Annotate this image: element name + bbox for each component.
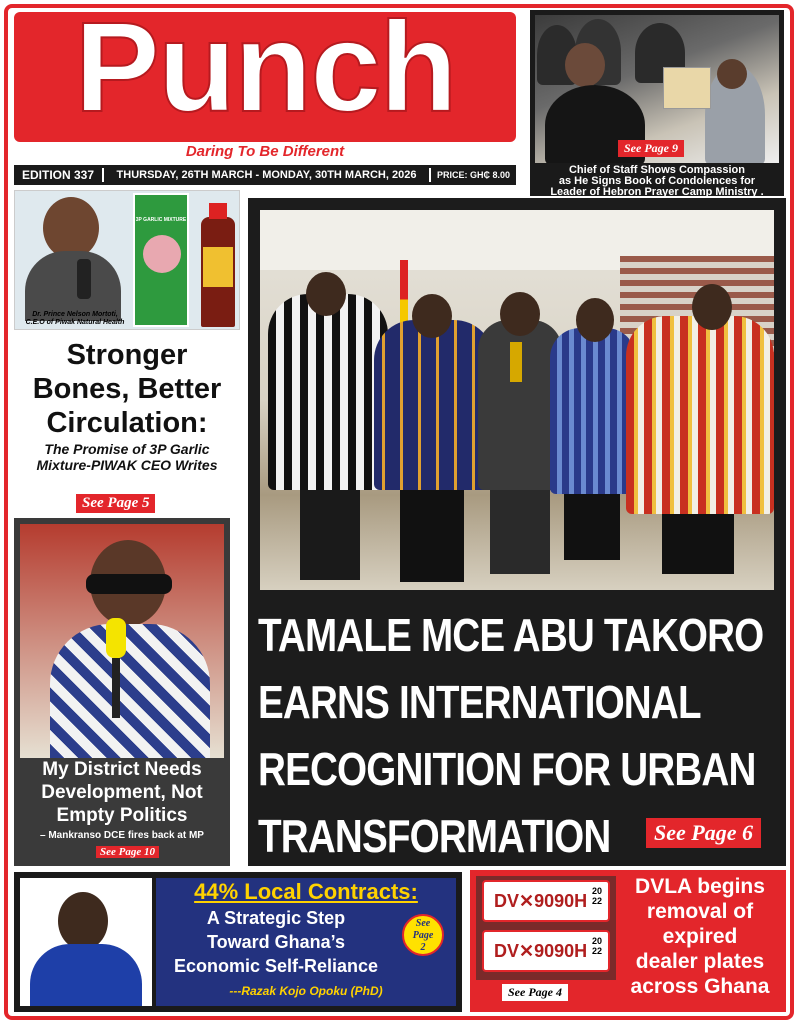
photo-caption — [15, 311, 135, 327]
tag-line: Page — [412, 930, 434, 941]
dealer-plate-1 — [482, 880, 610, 922]
figure-chief-3 — [550, 328, 636, 494]
dateline-bar — [14, 165, 516, 185]
product-label: 3P GARLIC MIXTURE — [135, 217, 187, 223]
plate-number: DV✕9090H — [494, 941, 588, 961]
headline-line: removal of — [646, 900, 754, 923]
headline-line: TAMALE MCE ABU TAKORO — [258, 609, 764, 661]
dealer-plates-photo — [476, 876, 616, 980]
edition-number: EDITION 337 — [14, 168, 104, 182]
headline-line: Empty Politics — [56, 805, 188, 826]
caption-line: as He Signs Book of Condolences for — [558, 175, 756, 187]
tag-line: 2 — [420, 942, 426, 953]
author-photo — [20, 878, 152, 1006]
dealer-plate-2 — [482, 930, 610, 972]
masthead — [14, 0, 516, 142]
contracts-panel — [156, 878, 456, 1006]
dvla-headline — [618, 874, 782, 999]
subheadline-line: A Strategic Step — [206, 908, 346, 928]
dvla-story[interactable] — [470, 870, 786, 1012]
see-page-10-tag[interactable]: See Page 10 — [96, 846, 159, 858]
headline-line: dealer plates — [635, 950, 765, 973]
headline-line: Stronger — [66, 339, 188, 371]
garlic-mixture-story[interactable] — [14, 190, 240, 522]
headline-line: RECOGNITION FOR URBAN — [258, 743, 756, 795]
dce-photo — [20, 524, 224, 758]
see-page-9-tag[interactable]: See Page 9 — [618, 140, 684, 157]
subheadline-line: Economic Self-Reliance — [173, 956, 379, 976]
see-page-4-tag[interactable]: See Page 4 — [502, 984, 568, 1001]
see-page-6-tag[interactable]: See Page 6 — [646, 818, 761, 848]
caption-line: Leader of Hebron Prayer Camp Ministry . — [550, 186, 764, 198]
subheadline-line: Toward Ghana’s — [206, 932, 346, 952]
subheadline-line: The Promise of 3P Garlic — [44, 441, 210, 457]
issue-date: THURSDAY, 26TH MARCH - MONDAY, 30TH MARCH, 2026 — [116, 169, 417, 181]
headline-line: My District Needs — [42, 759, 202, 780]
district-headline — [14, 758, 230, 827]
chiefs-group-photo — [260, 210, 774, 590]
plate-year: 20 22 — [591, 936, 602, 956]
headline-line: Development, Not — [41, 782, 203, 803]
headline-line: Circulation: — [46, 407, 208, 439]
price: PRICE: GH₵ 8.00 — [429, 168, 516, 182]
headline-line: DVLA begins — [635, 875, 765, 898]
headline-line: Bones, Better — [32, 373, 222, 405]
caption-line: C.E.O of Piwak Natural Health — [25, 319, 125, 326]
see-page-5-tag[interactable]: See Page 5 — [76, 494, 155, 513]
figure-chief-2 — [374, 320, 494, 490]
subheadline-line: Mixture-PIWAK CEO Writes — [36, 457, 218, 473]
teaser-caption — [530, 165, 784, 198]
main-story[interactable] — [248, 198, 786, 866]
contracts-subheadline — [156, 906, 396, 978]
plate-year: 20 22 — [591, 886, 602, 906]
plate-number: DV✕9090H — [494, 891, 588, 911]
headline-line: across Ghana — [630, 975, 770, 998]
chief-of-staff-teaser[interactable] — [530, 10, 784, 196]
district-subheadline: – Mankranso DCE fires back at MP — [40, 830, 204, 841]
garlic-headline — [14, 338, 240, 440]
tagline: Daring To Be Different — [185, 143, 345, 160]
tag-line: See — [415, 918, 431, 929]
figure-chief-4 — [626, 316, 774, 514]
contracts-author: ---Razak Kojo Opoku (PhD) — [229, 984, 383, 998]
contracts-headline: 44% Local Contracts: — [194, 879, 418, 904]
caption-line: Dr. Prince Nelson Mortoti, — [32, 311, 118, 318]
piwak-promo-photo — [14, 190, 240, 330]
district-story[interactable] — [14, 518, 230, 866]
headline-line: EARNS INTERNATIONAL — [258, 676, 701, 728]
headline-line: TRANSFORMATION — [258, 810, 611, 862]
newspaper-logo: Punch — [74, 0, 456, 139]
caption-line: Chief of Staff Shows Compassion — [568, 164, 745, 176]
figure-chief-1 — [268, 294, 388, 490]
garlic-subheadline — [14, 441, 240, 473]
headline-line: expired — [662, 925, 738, 948]
see-page-2-tag[interactable] — [402, 914, 444, 956]
local-contracts-story[interactable] — [14, 872, 462, 1012]
